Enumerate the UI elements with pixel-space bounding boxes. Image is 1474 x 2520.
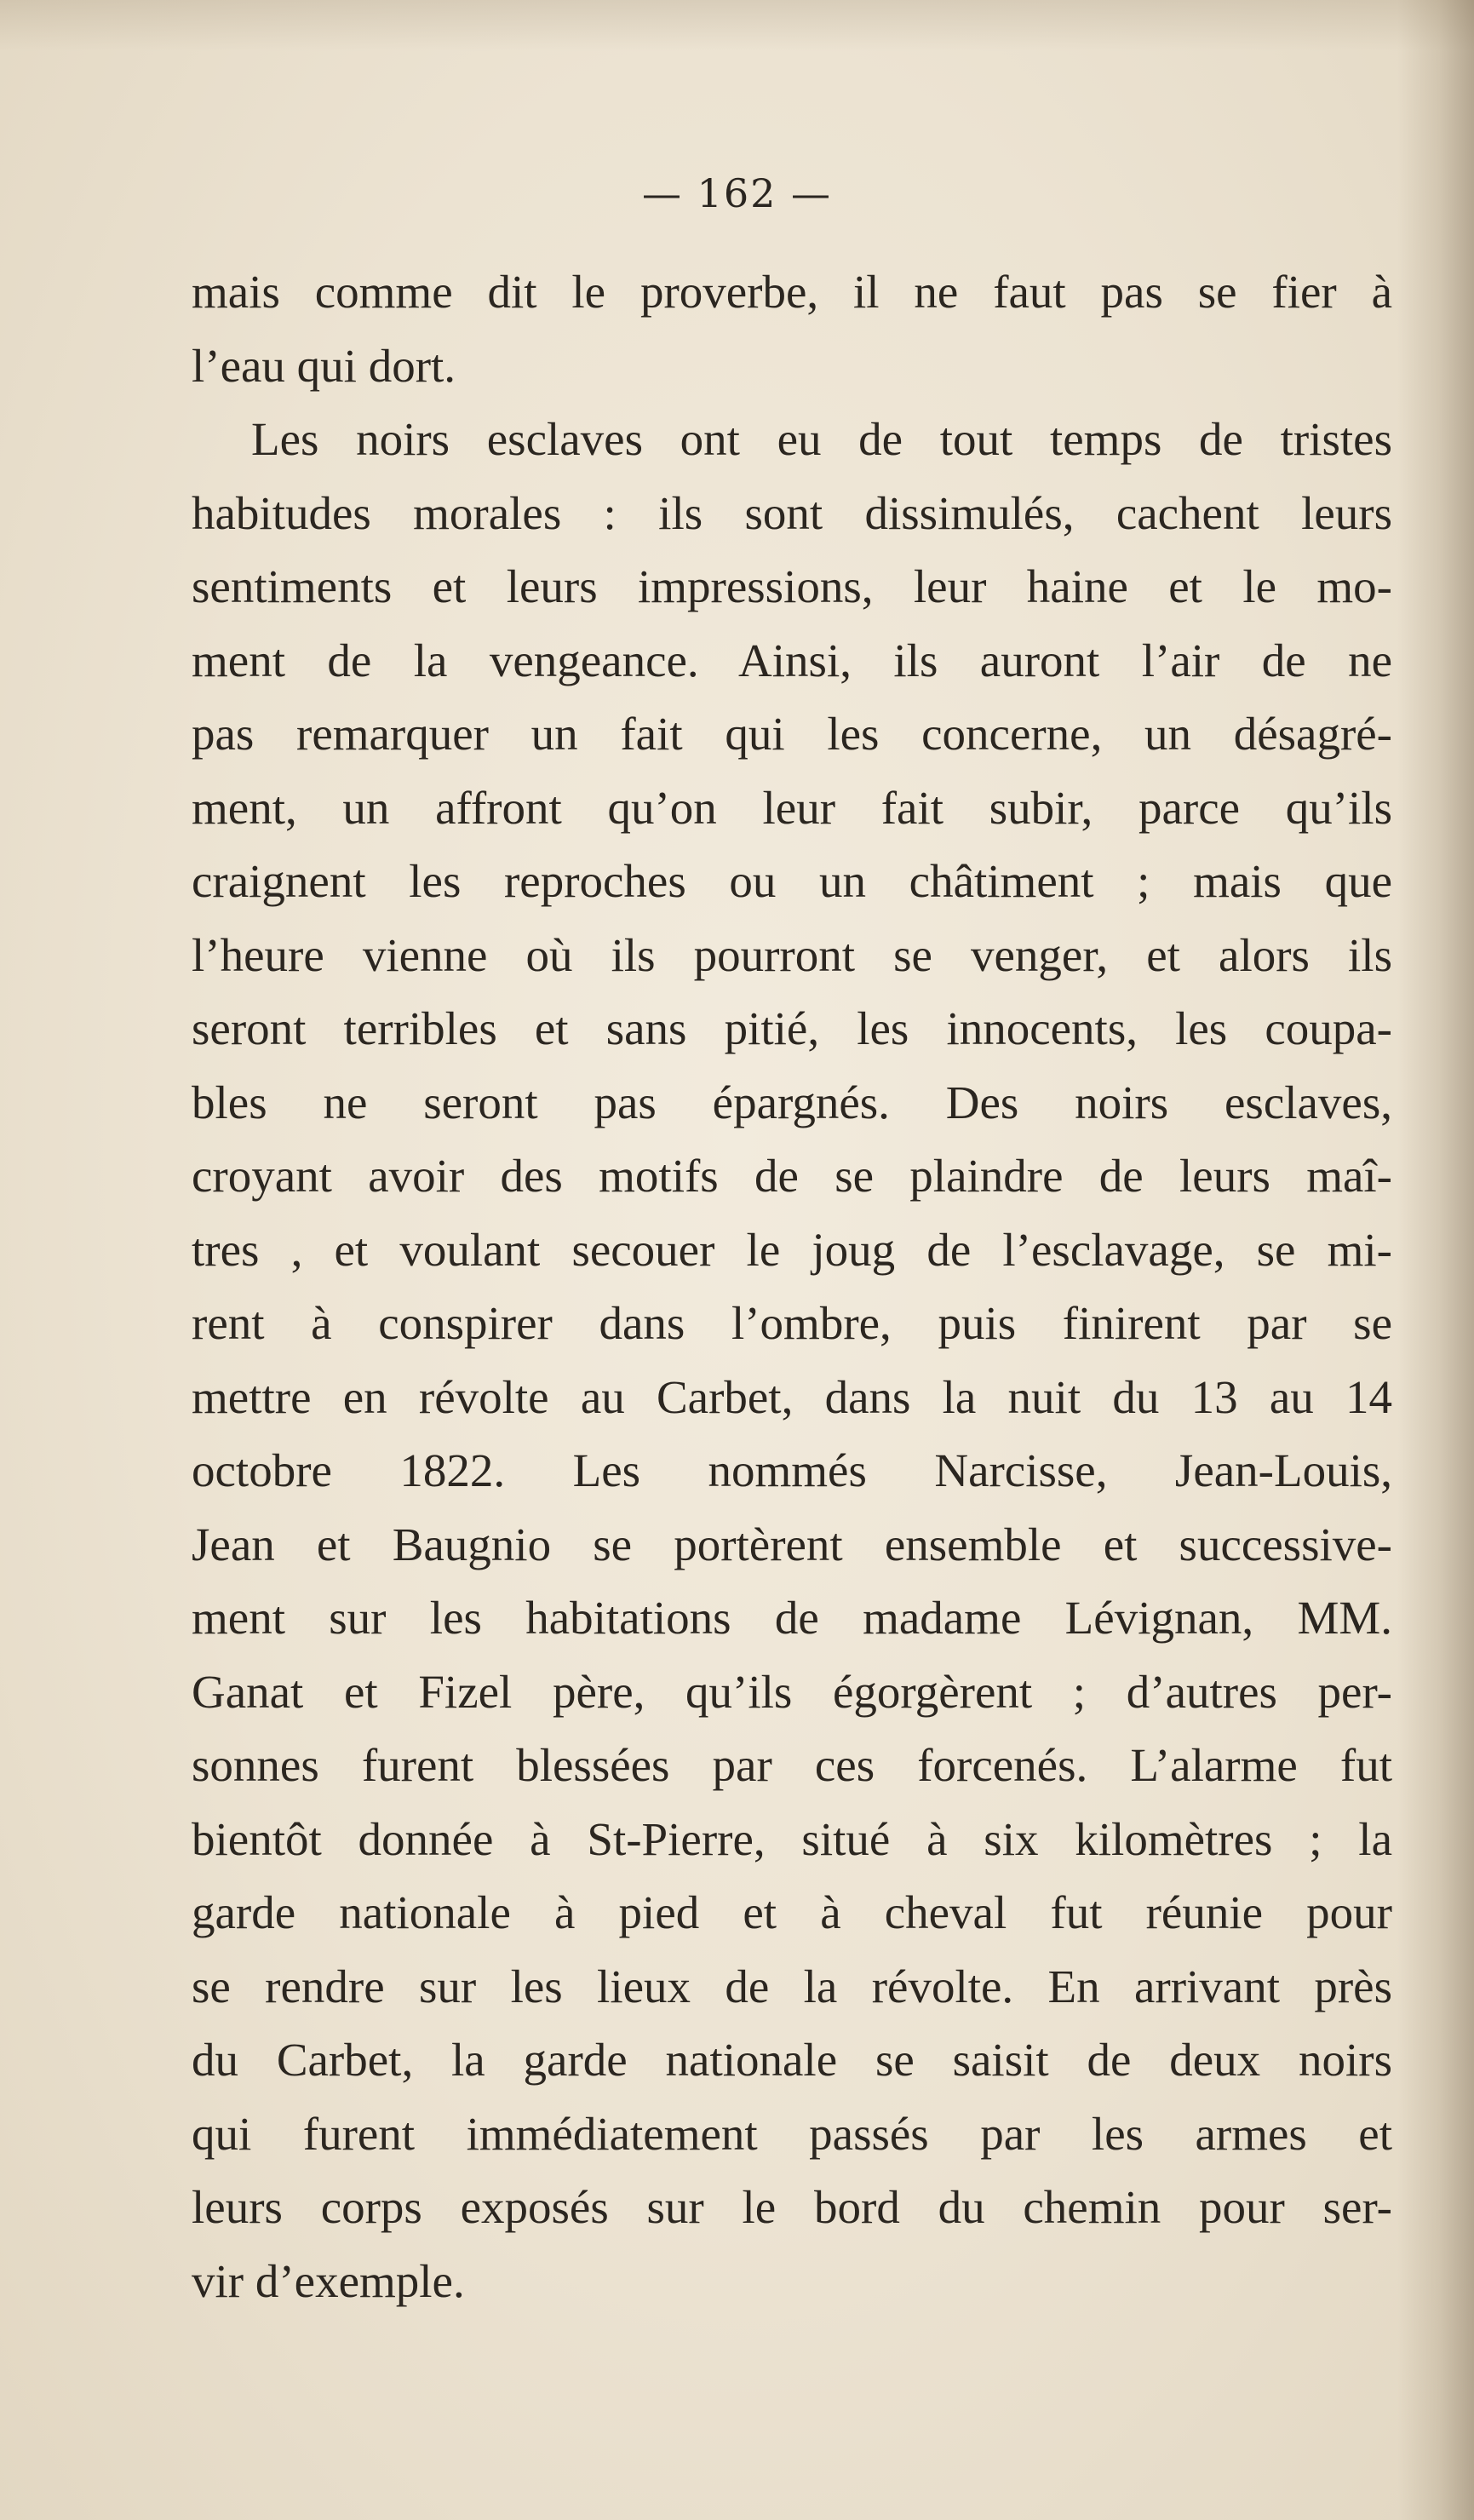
text-line: vir d’exemple. — [192, 2254, 465, 2307]
text-line: garde nationale à pied et à cheval fut réunie pour — [192, 1886, 1392, 1938]
text-line: ment, un affront qu’on leur fait subir, parce qu’ils — [192, 781, 1392, 834]
text-line: craignent les reproches ou un châtiment ; mais que — [192, 855, 1392, 907]
text-line: se rendre sur les lieux de la révolte. En arrivant près — [192, 1960, 1392, 2012]
text-line: rent à conspirer dans l’ombre, puis finirent par se — [192, 1297, 1392, 1349]
text-line: bientôt donnée à St-Pierre, situé à six kilomètres ; la — [192, 1812, 1392, 1865]
page-number: — 162 — — [641, 170, 833, 216]
text-line: qui furent immédiatement passés par les armes et — [192, 2107, 1392, 2160]
text-line: mettre en révolte au Carbet, dans la nuit du 13 au 14 — [192, 1370, 1392, 1423]
text-line: mais comme dit le proverbe, il ne faut pas se fier à — [192, 266, 1392, 318]
paragraph-first-line: Les noirs esclaves ont eu de tout temps de tristes — [251, 413, 1392, 465]
text-line: pas remarquer un fait qui les concerne, un désagré- — [192, 708, 1392, 760]
text-line: croyant avoir des motifs de se plaindre de leurs maî- — [192, 1150, 1392, 1202]
text-line: Ganat et Fizel père, qu’ils égorgèrent ; d’autres per- — [192, 1665, 1392, 1718]
page-top-shadow — [0, 0, 1474, 51]
text-line: l’eau qui dort. — [192, 339, 456, 392]
text-line: sonnes furent blessées par ces forcenés. L’alarme fut — [192, 1739, 1392, 1791]
text-line: du Carbet, la garde nationale se saisit de deux noirs — [192, 2034, 1392, 2086]
text-line: ment de la vengeance. Ainsi, ils auront l’air de ne — [192, 634, 1392, 686]
text-line: Jean et Baugnio se portèrent ensemble et successive- — [192, 1518, 1392, 1570]
text-line: bles ne seront pas épargnés. Des noirs esclaves, — [192, 1076, 1392, 1128]
text-line: habitudes morales : ils sont dissimulés, cachent leurs — [192, 486, 1392, 539]
text-line: l’heure vienne où ils pourront se venger, et alors ils — [192, 928, 1392, 981]
text-line: seront terribles et sans pitié, les innocents, les coupa- — [192, 1002, 1392, 1054]
text-line: tres , et voulant secouer le joug de l’esclavage, se mi- — [192, 1223, 1392, 1276]
text-line: octobre 1822. Les nommés Narcisse, Jean-Louis, — [192, 1444, 1392, 1496]
page-edge-shadow — [1397, 0, 1474, 2520]
text-line: ment sur les habitations de madame Lévignan, MM. — [192, 1592, 1392, 1644]
body-text — [192, 255, 1392, 2318]
text-line: leurs corps exposés sur le bord du chemin pour ser- — [192, 2181, 1392, 2233]
text-line: sentiments et leurs impressions, leur haine et le mo- — [192, 560, 1392, 612]
